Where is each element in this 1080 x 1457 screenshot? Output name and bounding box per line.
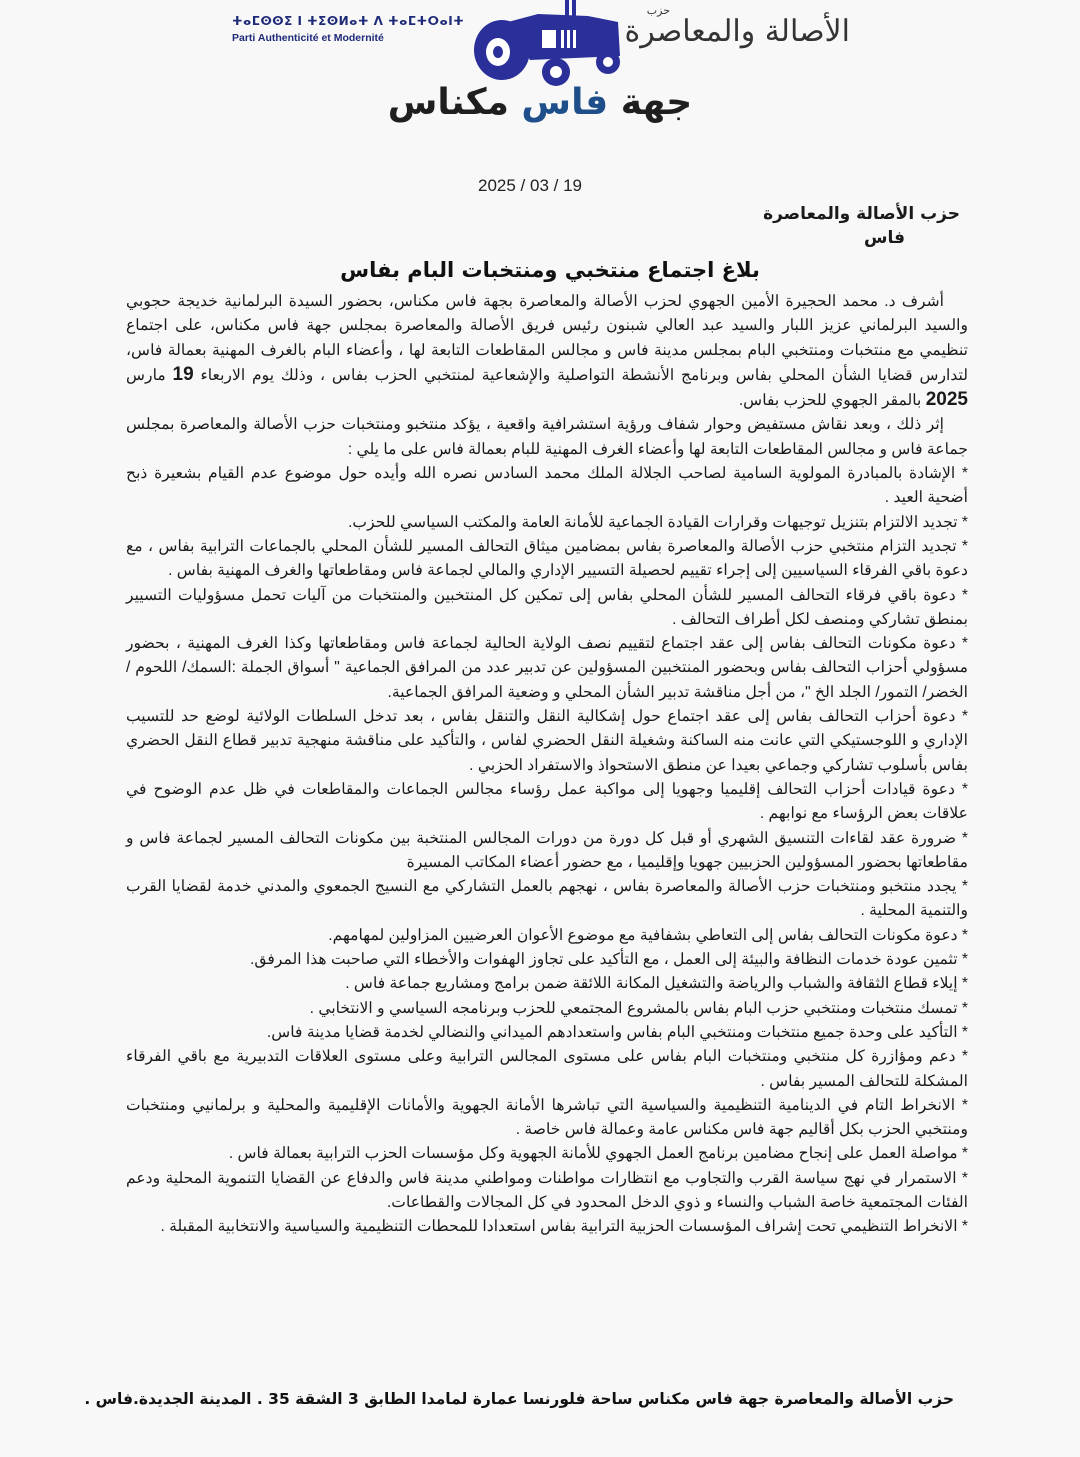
sender-party: حزب الأصالة والمعاصرة: [763, 204, 960, 224]
document-date: 2025 / 03 / 19: [478, 176, 582, 195]
region-title-accent: فاس: [521, 82, 609, 123]
region-title-part: جهة: [608, 82, 693, 123]
intro-text-end: بالمقر الجهوي للحزب بفاس.: [738, 392, 926, 410]
bullet-item: * مواصلة العمل على إنجاح مضامين برنامج العمل الجهوي للأمانة الجهوية وكل مؤسسات الحزب الترابية بعمالة فاس .: [228, 1145, 968, 1163]
document-title: بلاغ اجتماع منتخبي ومنتخبات البام بفاس: [340, 258, 760, 282]
bullet-item: * دعوة مكونات التحالف بفاس إلى عقد اجتماع لتقييم نصف الولاية الحالية لجماعة فاس ومقاطعاتها وكذا الغرف المهنية ، بحضور مسؤولي أحزاب التحالف بفاس وبحضور المنتخبين المسؤولين عن تدبير عدد من المرافق الجماعية " أسواق الجملة :السمك/ اللحوم / الخضر/ التمور/ الجلد الخ "، من أجل مناقشة تدبير الشأن المحلي و وضعية المرافق الجماعية.: [126, 635, 968, 701]
bullet-item: * إيلاء قطاع الثقافة والشباب والرياضة والتشغيل المكانة اللائقة ضمن برامج ومشاريع جماعة فاس .: [345, 975, 968, 993]
bullet-item: * يجدد منتخبو ومنتخبات حزب الأصالة والمعاصرة بفاس ، نهجهم بالعمل التشاركي مع النسيج الجمعوي والمدني خدمة لقضايا القرب والتنمية المحلية .: [126, 878, 968, 920]
region-title-part: مكناس: [387, 82, 522, 123]
letterhead-right: [624, 4, 850, 64]
bullet-item: * الاستمرار في نهج سياسة القرب والتجاوب مع انتظارات مواطنات ومواطني مدينة فاس والدفاع عن القضايا التنموية المحلية ودعم الفئات المجتمعية خاصة الشباب والنساء و ذوي الدخل المحدود في كل المجالات والقطاعات.: [126, 1169, 968, 1211]
letterhead-left: [232, 14, 465, 44]
party-hizb-label: حزب: [646, 4, 670, 17]
bullet-item: * تجديد الالتزام بتنزيل توجيهات وقرارات القيادة الجماعية للأمانة العامة والمكتب السياسي للحزب.: [348, 513, 968, 531]
sender-block: [763, 202, 960, 250]
document-body: [126, 290, 968, 1240]
region-title: [380, 82, 700, 123]
bullet-item: * تمسك منتخبات ومنتخبي حزب البام بفاس بالمشروع المجتمعي للحزب وبرنامجه السياسي و الانتخابي .: [309, 999, 968, 1017]
intro-day: 19: [172, 363, 194, 385]
bullet-item: * الإشادة بالمبادرة المولوية السامية لصاحب الجلالة الملك محمد السادس نصره الله وأيده حول موضوع عدم القيام بشعيرة ذبح أضحية العيد .: [126, 465, 968, 507]
party-name-arabic: الأصالة والمعاصرة: [624, 14, 850, 49]
footer-address: حزب الأصالة والمعاصرة جهة فاس مكناس ساحة فلورنسا عمارة لمامدا الطابق 3 الشقة 35 . المدينة الجديدة.فاس .: [84, 1390, 954, 1408]
letterhead: [0, 0, 1080, 140]
bullet-item: * دعوة مكونات التحالف بفاس إلى التعاطي بشفافية مع موضوع الأعوان العرضيين المزاولين لمهامهم.: [328, 926, 968, 944]
bullet-item: * تجديد التزام منتخبي حزب الأصالة والمعاصرة بفاس بمضامين ميثاق التحالف المسير للشأن المحلي بالجماعات الترابية بفاس ، مع دعوة باقي الفرقاء السياسيين إلى إجراء تقييم لحصيلة التسيير الإداري والمالي لجماعة فاس ومقاطعاتها والغرف المهنية بفاس .: [126, 537, 968, 580]
second-paragraph: إثر ذلك ، وبعد نقاش مستفيض وحوار شفاف ورؤية استشرافية واقعية ، يؤكد منتخبو ومنتخبات حزب الأصالة والمعاصرة بمجلس جماعة فاس و مجالس المقاطعات التابعة لها وأعضاء الغرف المهنية للبام بعمالة فاس على ما يلي :: [126, 416, 968, 458]
intro-paragraph: [126, 290, 968, 413]
bullet-list: [126, 462, 968, 1240]
party-name-tifinagh: ⵜⴰⵎⵙⵙⵉ ⵏ ⵜⵉⵙⵍⴰⵜ ⴷ ⵜⴰⵎⵜⵔⴰⵏⵜ: [232, 14, 465, 28]
party-name-french: Parti Authenticité et Modernité: [232, 32, 384, 44]
sender-city: فاس: [864, 228, 905, 248]
tractor-logo-icon: [468, 0, 628, 88]
intro-year: 2025: [925, 389, 968, 411]
bullet-item: * الانخراط التنظيمي تحت إشراف المؤسسات الحزبية الترابية بفاس استعدادا للمحطات التنظيمية والسياسية والانتخابية المقبلة .: [160, 1218, 968, 1236]
bullet-item: * الانخراط التام في الدينامية التنظيمية والسياسية التي تباشرها الأمانة الجهوية والأمانات الإقليمية والمحلية و برلمانيي ومنتخبات ومنتخبي الحزب بكل أقاليم جهة فاس مكناس عامة وعمالة فاس خاصة .: [126, 1096, 968, 1139]
bullet-item: * دعم ومؤازرة كل منتخبي ومنتخبات البام بفاس على مستوى المجالس الترابية وعلى مستوى العلاقات التدبيرية مع باقي الفرقاء المشكلة للتحالف المسير بفاس .: [126, 1048, 968, 1090]
bullet-item: * دعوة باقي فرقاء التحالف المسير للشأن المحلي بفاس إلى تمكين كل المنتخبين والمنتخبات من آليات تحمل مسؤوليات التسيير بمنطق تشاركي ومنصف لكل أطراف التحالف .: [126, 586, 968, 628]
intro-month: مارس: [126, 366, 173, 384]
bullet-item: * التأكيد على وحدة جميع منتخبات ومنتخبي البام بفاس واستعدادهم الميداني والنضالي لخدمة قضايا مدينة فاس.: [266, 1023, 968, 1041]
bullet-item: * ضرورة عقد لقاءات التنسيق الشهري أو قبل كل دورة من دورات المجالس المنتخبة بين مكونات التحالف المسير لجماعة فاس و مقاطعاتها بحضور المسؤولين الحزبيين جهويا وإقليميا ، مع حضور أعضاء المكاتب المسيرة: [126, 829, 968, 871]
bullet-item: * دعوة قيادات أحزاب التحالف إقليميا وجهويا إلى مواكبة عمل رؤساء مجالس الجماعات والمقاطعات في ظل عدم الوضوح في علاقات بعض الرؤساء مع نوابهم .: [126, 780, 968, 823]
bullet-item: * دعوة أحزاب التحالف بفاس إلى عقد اجتماع حول إشكالية النقل والتنقل بفاس ، بعد تدخل السلطات الولائية لوضع حد للتسيب الإداري و اللوجستيكي التي عانت منه الساكنة وشغيلة النقل الحضري لفاس ، والتأكيد على مناقشة منهجية تدبير قطاع النقل الحضري بفاس بأسلوب تشاركي وجماعي بعيدا عن منطق الاستحواذ والاستفراد الحزبي .: [126, 708, 968, 774]
bullet-item: * تثمين عودة خدمات النظافة والبيئة إلى العمل ، مع التأكيد على تجاوز الهفوات والأخطاء التي صاحبت هذا المرفق.: [250, 951, 968, 969]
intro-text: أشرف د. محمد الحجيرة الأمين الجهوي لحزب الأصالة والمعاصرة بجهة فاس مكناس، بحضور السيدة البرلمانية خديجة حجوبي والسيد البرلماني عزيز اللبار والسيد عبد العالي شبنون رئيس فريق الأصالة والمعاصرة بمجلس جهة فاس مكناس، على اجتماع تنظيمي مع منتخبات ومنتخبي البام بمجلس مدينة فاس و مجالس المقاطعات التابعة لها ، وأعضاء البام بالغرف المهنية بعمالة فاس، لتدارس قضايا الشأن المحلي بفاس وبرنامج الأنشطة التواصلية والإشعاعية لمنتخبي الحزب بفاس ، وذلك يوم الاربعاء: [126, 293, 968, 384]
